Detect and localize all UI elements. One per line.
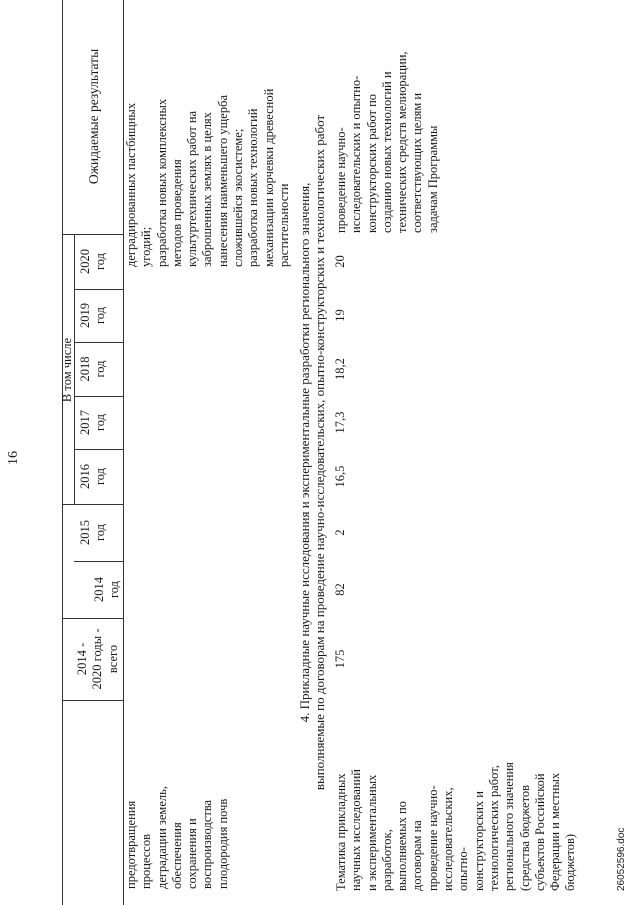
header-year-2015: 2015 год bbox=[78, 520, 108, 545]
row2-value-2018: 18,2 bbox=[333, 358, 347, 380]
row2-value-2016: 16,5 bbox=[333, 465, 347, 488]
header-total-column: 2014 - 2020 годы - всего bbox=[75, 628, 120, 690]
section-heading-line1: 4. Прикладные научные исследования и экспериментальные разработки регионального значения, bbox=[297, 182, 312, 723]
page-number: 16 bbox=[6, 451, 21, 465]
header-year-2017: 2017 год bbox=[78, 410, 108, 435]
row2-value-2020: 20 bbox=[333, 255, 347, 268]
row2-results-text: проведение научно- исследовательских и опытно- конструкторских работ по созданию новых технологий и технических средств мелиорации, соответствующих целям и задачам Программы bbox=[334, 51, 440, 233]
row2-value-2019: 19 bbox=[333, 309, 347, 322]
header-expected-results: Ожидаемые результаты bbox=[86, 48, 101, 185]
row2-value-2015: 2 bbox=[333, 529, 347, 536]
section-heading-line2: выполняемые по договорам на проведение научно-исследовательских, опытно-конструкторских и технологических работ bbox=[312, 114, 327, 791]
header-in-total: В том числе bbox=[60, 337, 74, 403]
top-row-left-text: предотвращения процессов деградации земель, обеспечения сохранения и воспроизводства плодородия почв bbox=[124, 786, 230, 889]
row2-value-2017: 17,3 bbox=[333, 411, 347, 434]
header-year-2020: 2020 год bbox=[78, 249, 108, 274]
header-year-2018: 2018 год bbox=[78, 356, 108, 382]
header-year-2016: 2016 год bbox=[78, 464, 108, 489]
row2-value-2014: 82 bbox=[333, 583, 347, 596]
header-year-2019: 2019 год bbox=[78, 303, 108, 328]
top-row-results-text: деградированных пастбищных угодий; разработка новых комплексных методов проведения культуртехнических работ на заброшенных землях в целях нанесения наименьшего ущерба сложившейся экосистеме; разработка новых технологий механизации корчевки древесной растительности bbox=[124, 88, 291, 267]
row2-total: 175 bbox=[333, 649, 347, 669]
header-year-2014: 2014 год bbox=[92, 577, 122, 602]
row2-left-text: Тематика прикладных научных исследований и экспериментальных разработок, выполняемых по договорам на проведение научно- исследовательских, опытно- конструкторских и технологических работ, регионального значения (средства бюджетов субъектов Российской Федерации и местных бюджетов) bbox=[334, 762, 578, 891]
footer-doc-id: 26052596.doc bbox=[616, 827, 627, 891]
col-sep-0 bbox=[62, 700, 123, 701]
